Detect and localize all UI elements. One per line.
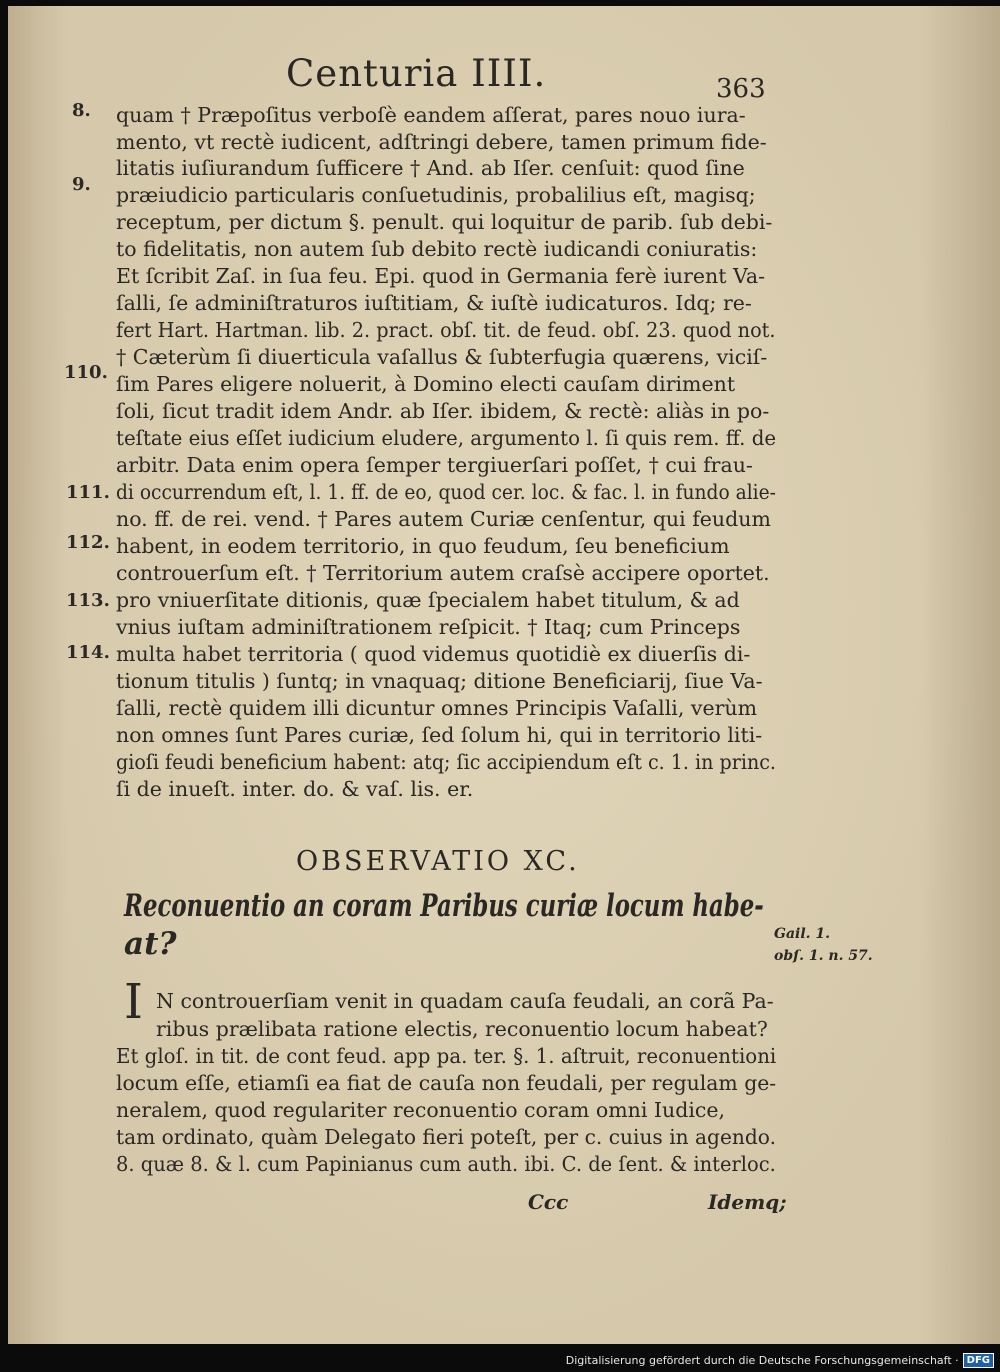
- margin-number: 8.: [72, 100, 91, 121]
- text-line: tionum titulis ) ſuntq; in vnaquaq; ditione Beneficiarij, ſiue Va-: [116, 669, 763, 693]
- text-line: Et gloſ. in tit. de cont feud. app pa. ter. §. 1. aſtruit, reconuentioni: [116, 1044, 777, 1068]
- margin-number: 110.: [64, 362, 108, 383]
- text-line: ſi de inueſt. inter. do. & vaſ. lis. er.: [116, 777, 474, 801]
- text-line: non omnes ſunt Pares curiæ, ſed ſolum hi, qui in territorio liti-: [116, 723, 763, 747]
- text-line: pro vniuerſitate ditionis, quæ ſpecialem habet titulum, & ad: [116, 588, 740, 612]
- text-line: receptum, per dictum §. penult. qui loquitur de parib. ſub debi-: [116, 210, 773, 234]
- question-title-line: Reconuentio an coram Paribus curiæ locum habe-: [124, 888, 764, 924]
- text-line: 8. quæ 8. & l. cum Papinianus cum auth. ibi. C. de ſent. & interloc.: [116, 1152, 776, 1176]
- running-title: Centuria IIII.: [286, 52, 547, 95]
- text-line: neralem, quod regulariter reconuentio coram omni Iudice,: [116, 1098, 726, 1122]
- page-header: [8, 52, 1000, 102]
- text-line: arbitr. Data enim opera ſemper tergiuerſari poſſet, † cui frau-: [116, 453, 753, 477]
- text-line: no. ff. de rei. vend. † Pares autem Curiæ cenſentur, qui feudum: [116, 507, 771, 531]
- text-line: mento, vt rectè iudicent, adſtringi debere, tamen primum fide-: [116, 130, 767, 154]
- book-page: [8, 6, 1000, 1344]
- text-line: fert Hart. Hartman. lib. 2. pract. obſ. tit. de feud. obſ. 23. quod not.: [116, 318, 776, 342]
- margin-number: 114.: [66, 642, 110, 663]
- initial-letter: I: [124, 974, 143, 1030]
- text-line: vnius iuſtam adminiſtrationem reſpicit. † Itaq; cum Princeps: [116, 615, 741, 639]
- dfg-logo-icon: DFG: [963, 1353, 994, 1368]
- text-line: ribus prælibata ratione electis, reconuentio locum habeat?: [156, 1017, 768, 1041]
- margin-number: 112.: [66, 532, 110, 553]
- text-line: to fidelitatis, non autem ſub debito rectè iudicandi coniuratis:: [116, 237, 758, 261]
- observation-heading: OBSERVATIO XC.: [296, 846, 580, 877]
- text-line: N controuerſiam venit in quadam cauſa feudali, an corã Pa-: [156, 989, 774, 1013]
- text-line: di occurrendum eſt, l. 1. ff. de eo, quod cer. loc. & fac. l. in fundo alie-: [116, 480, 776, 504]
- digitization-credit: [566, 1353, 994, 1368]
- text-line: quam † Præpoſitus verboſè eandem aſſerat, pares nouo iura-: [116, 103, 746, 127]
- page-number: 363: [716, 74, 766, 104]
- text-line: locum eſſe, etiamſi ea fiat de cauſa non feudali, per regulam ge-: [116, 1071, 777, 1095]
- text-line: litatis iuſiurandum ſufficere † And. ab Iſer. cenſuit: quod ſine: [116, 156, 745, 180]
- side-note: Gail. 1.: [774, 926, 831, 942]
- text-line: ſalli, ſe adminiſtraturos iuſtitiam, & iuſtè iudicaturos. Idq; re-: [116, 291, 752, 315]
- catchword: Idemq;: [708, 1190, 787, 1214]
- credit-text: Digitalisierung gefördert durch die Deutsche Forschungsgemeinschaft ·: [565, 1354, 959, 1367]
- text-line: gioſi feudi beneficium habent: atq; ſic accipiendum eſt c. 1. in princ.: [116, 750, 777, 774]
- margin-number: 113.: [66, 590, 110, 611]
- text-line: habent, in eodem territorio, in quo feudum, ſeu beneficium: [116, 534, 730, 558]
- signature-mark: Ccc: [528, 1190, 569, 1214]
- margin-number: 111.: [66, 482, 110, 503]
- margin-number: 9.: [72, 174, 91, 195]
- text-line: ſim Pares eligere noluerit, à Domino electi cauſam diriment: [116, 372, 736, 396]
- text-line: † Cæterùm ſi diuerticula vaſallus & ſubterfugia quærens, viciſ-: [116, 345, 768, 369]
- text-line: ſoli, ſicut tradit idem Andr. ab Iſer. ibidem, & rectè: aliàs in po-: [116, 399, 770, 423]
- text-line: Et ſcribit Zaſ. in ſua feu. Epi. quod in Germania ferè iurent Va-: [116, 264, 766, 288]
- text-line: tam ordinato, quàm Delegato fieri poteſt, per c. cuius in agendo.: [116, 1125, 776, 1149]
- text-line: controuerſum eſt. † Territorium autem craſsè accipere oportet.: [116, 561, 770, 585]
- text-line: teſtate eius eſſet iudicium eludere, argumento l. ſi quis rem. ff. de: [116, 426, 777, 450]
- text-line: ſalli, rectè quidem illi dicuntur omnes Principis Vaſalli, verùm: [116, 696, 758, 720]
- text-line: præiudicio particularis conſuetudinis, probalilius eſt, magisq;: [116, 183, 756, 207]
- side-note: obſ. 1. n. 57.: [774, 948, 873, 964]
- text-line: multa habet territoria ( quod videmus quotidiè ex diuerſis di-: [116, 642, 751, 666]
- question-title-line: at?: [124, 926, 177, 962]
